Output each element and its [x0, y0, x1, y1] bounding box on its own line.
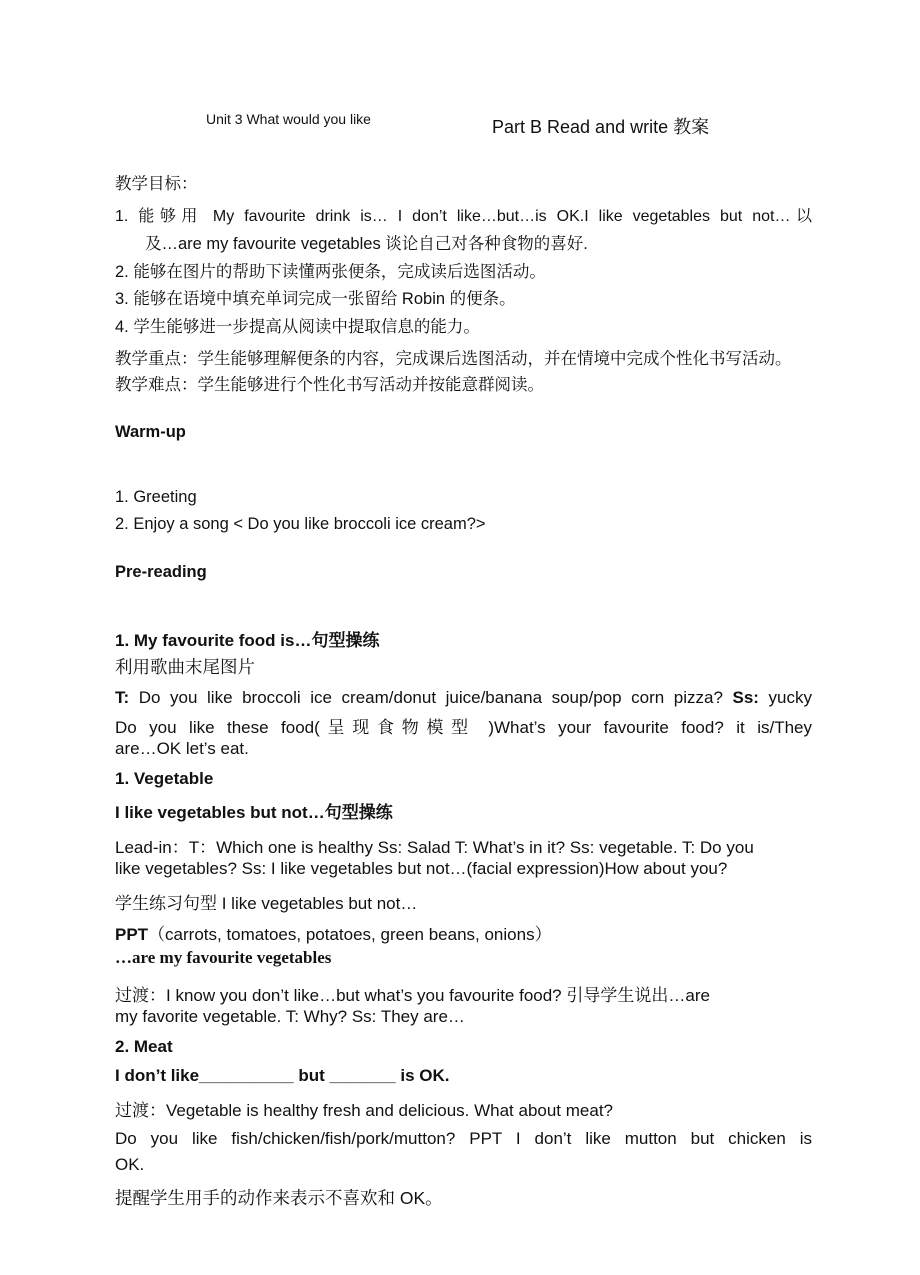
objective-4: 4. 学生能够进一步提高从阅读中提取信息的能力。 — [115, 318, 480, 336]
meat-reminder: 提醒学生用手的动作来表示不喜欢和 OK。 — [115, 1188, 443, 1208]
section-1-title: 1. My favourite food is…句型操练 — [115, 631, 380, 650]
prereading-heading: Pre-reading — [115, 563, 207, 581]
part-title: Part B Read and write 教案 — [492, 117, 710, 137]
vegetable-lead-in-1: Lead-in：T：Which one is healthy Ss: Salad T: What’s in it? Ss: vegetable. T: Do you — [115, 838, 754, 857]
vegetable-lead-in-2: like vegetables? Ss: I like vegetables but not…(facial expression)How about you? — [115, 859, 728, 878]
section-1-dialogue-1 — [115, 688, 812, 708]
students-label: Ss: — [732, 688, 759, 707]
meat-question-1: Do you like fish/chicken/fish/pork/mutton? PPT I don’t like mutton but chicken is — [115, 1129, 812, 1148]
section-1-note: 利用歌曲末尾图片 — [115, 657, 255, 677]
vegetable-favourite: …are my favourite vegetables — [115, 948, 332, 967]
vegetable-pattern: I like vegetables but not…句型操练 — [115, 803, 393, 822]
vegetable-ppt — [115, 920, 552, 945]
ppt-label: PPT — [115, 925, 149, 944]
vegetable-transition-2: my favorite vegetable. T: Why? Ss: They are… — [115, 1007, 465, 1026]
meat-question-2: OK. — [115, 1155, 145, 1174]
vegetable-title: 1. Vegetable — [115, 769, 214, 788]
meat-transition: 过渡：Vegetable is healthy fresh and delicious. What about meat? — [115, 1101, 614, 1120]
teacher-label: T: — [115, 688, 130, 707]
difficulties: 教学难点：学生能够进行个性化书写活动并按能意群阅读。 — [115, 376, 544, 394]
teacher-line: Do you like broccoli ice cream/donut juice/banana soup/pop corn pizza? — [129, 688, 733, 707]
vegetable-transition-1: 过渡：I know you don’t like…but what’s you favourite food? 引导学生说出…are — [115, 986, 710, 1005]
warmup-item-1: 1. Greeting — [115, 488, 197, 506]
objective-1: 1. 能够用 My favourite drink is… I don’t like…but…is OK.I like vegetables but not…以 — [115, 208, 812, 225]
key-points: 教学重点：学生能够理解便条的内容，完成课后选图活动，并在情境中完成个性化书写活动。 — [115, 350, 792, 368]
objectives-title: 教学目标： — [115, 175, 198, 193]
warmup-heading: Warm-up — [115, 423, 186, 441]
meat-pattern: I don’t like__________ but _______ is OK. — [115, 1066, 450, 1085]
vegetable-practice: 学生练习句型 I like vegetables but not… — [115, 894, 418, 913]
students-line: yucky — [758, 688, 812, 707]
warmup-item-2: 2. Enjoy a song < Do you like broccoli ice cream?> — [115, 515, 486, 533]
ppt-items: （carrots, tomatoes, potatoes, green beans, onions） — [148, 925, 552, 944]
meat-title: 2. Meat — [115, 1037, 173, 1056]
objective-3: 3. 能够在语境中填充单词完成一张留给 Robin 的便条。 — [115, 290, 516, 308]
section-1-dialogue-3: are…OK let’s eat. — [115, 739, 249, 758]
unit-title: Unit 3 What would you like — [206, 111, 371, 127]
objective-2: 2. 能够在图片的帮助下读懂两张便条，完成读后选图活动。 — [115, 263, 546, 281]
objective-1-cont: 及…are my favourite vegetables 谈论自己对各种食物的喜好. — [145, 235, 588, 253]
section-1-dialogue-2: Do you like these food(呈现食物模型 )What’s your favourite food? it is/They — [115, 718, 812, 737]
